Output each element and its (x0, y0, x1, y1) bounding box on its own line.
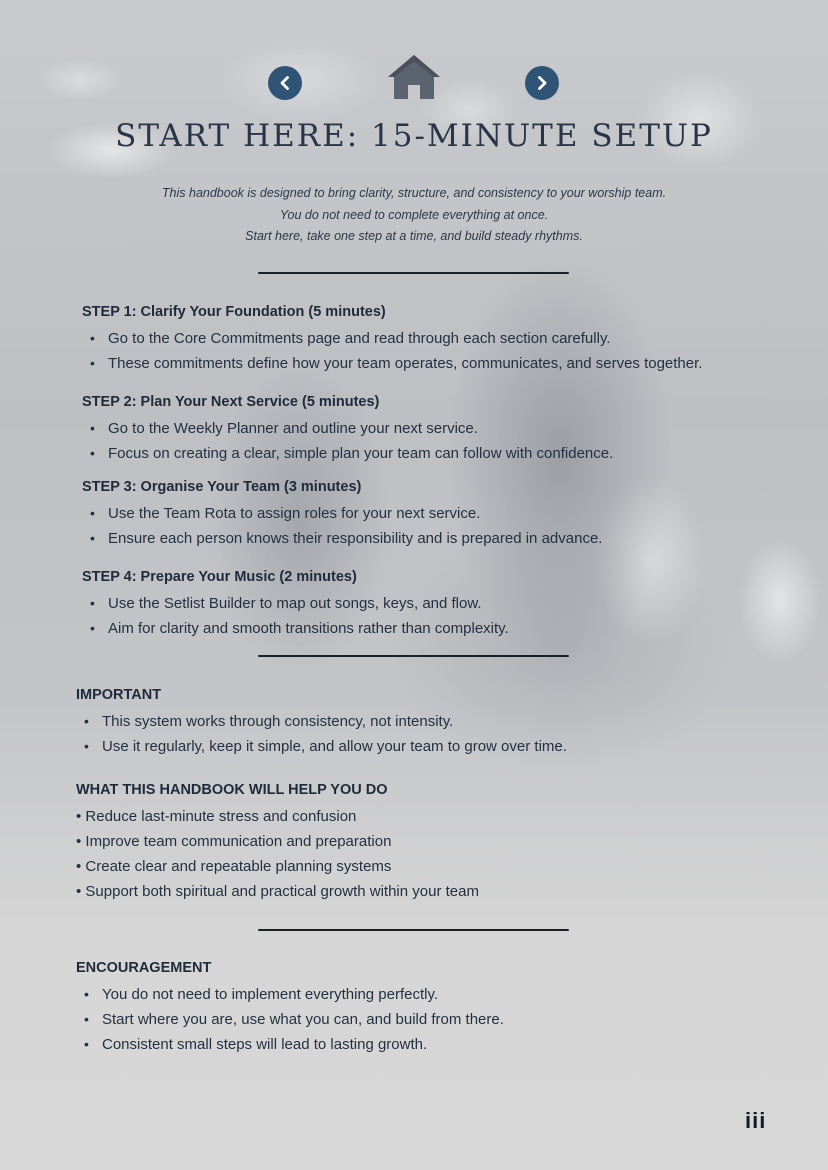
step-3 (82, 477, 602, 551)
encouragement-section (76, 958, 504, 1057)
chevron-left-icon (277, 75, 293, 91)
divider (258, 655, 569, 657)
list-item: • Ensure each person knows their responsibility and is prepared in advance. (108, 526, 602, 551)
page-number: iii (745, 1108, 767, 1133)
list-item: • These commitments define how your team operates, communicates, and serves together. (108, 351, 702, 376)
intro-line: This handbook is designed to bring clarity, structure, and consistency to your worship team. (161, 186, 667, 200)
divider (258, 929, 569, 931)
intro-line: You do not need to complete everything at once. (279, 207, 549, 222)
list-item: • Start where you are, use what you can, and build from there. (102, 1007, 504, 1032)
important-section (76, 685, 567, 759)
step-2 (82, 392, 613, 466)
step-1 (82, 302, 702, 376)
list-item: • Support both spiritual and practical growth within your team (76, 883, 479, 900)
list-item: • Use it regularly, keep it simple, and allow your team to grow over time. (102, 734, 567, 759)
intro-line: Start here, take one step at a time, and build steady rhythms. (245, 229, 583, 243)
list-item: • You do not need to implement everything perfectly. (102, 982, 504, 1007)
list-item: • This system works through consistency, not intensity. (102, 709, 567, 734)
step-heading: STEP 4: Prepare Your Music (2 minutes) (82, 569, 357, 585)
divider (258, 272, 569, 274)
list-item: • Aim for clarity and smooth transitions rather than complexity. (108, 616, 509, 641)
step-heading: STEP 1: Clarify Your Foundation (5 minutes) (82, 304, 386, 320)
list-item: • Create clear and repeatable planning systems (76, 858, 392, 875)
next-page-button[interactable] (525, 66, 559, 100)
list-item: • Use the Setlist Builder to map out songs, keys, and flow. (108, 591, 509, 616)
list-item: • Consistent small steps will lead to lasting growth. (102, 1032, 504, 1057)
section-heading: WHAT THIS HANDBOOK WILL HELP YOU DO (76, 782, 388, 798)
list-item: • Go to the Weekly Planner and outline your next service. (108, 416, 613, 441)
section-heading: IMPORTANT (76, 687, 162, 703)
step-heading: STEP 3: Organise Your Team (3 minutes) (82, 479, 362, 495)
step-heading: STEP 2: Plan Your Next Service (5 minutes) (82, 394, 380, 410)
list-item: • Focus on creating a clear, simple plan your team can follow with confidence. (108, 441, 613, 466)
list-item: • Improve team communication and preparation (76, 833, 392, 850)
intro-text (0, 183, 828, 248)
list-item: • Go to the Core Commitments page and read through each section carefully. (108, 326, 702, 351)
chevron-right-icon (534, 75, 550, 91)
help-section (76, 780, 479, 904)
home-icon[interactable] (386, 53, 442, 101)
previous-page-button[interactable] (268, 66, 302, 100)
page-title: START HERE: 15-MINUTE SETUP (115, 118, 713, 154)
list-item: • Use the Team Rota to assign roles for your next service. (108, 501, 602, 526)
list-item: • Reduce last-minute stress and confusion (76, 808, 357, 825)
step-4 (82, 567, 509, 641)
section-heading: ENCOURAGEMENT (76, 960, 212, 976)
